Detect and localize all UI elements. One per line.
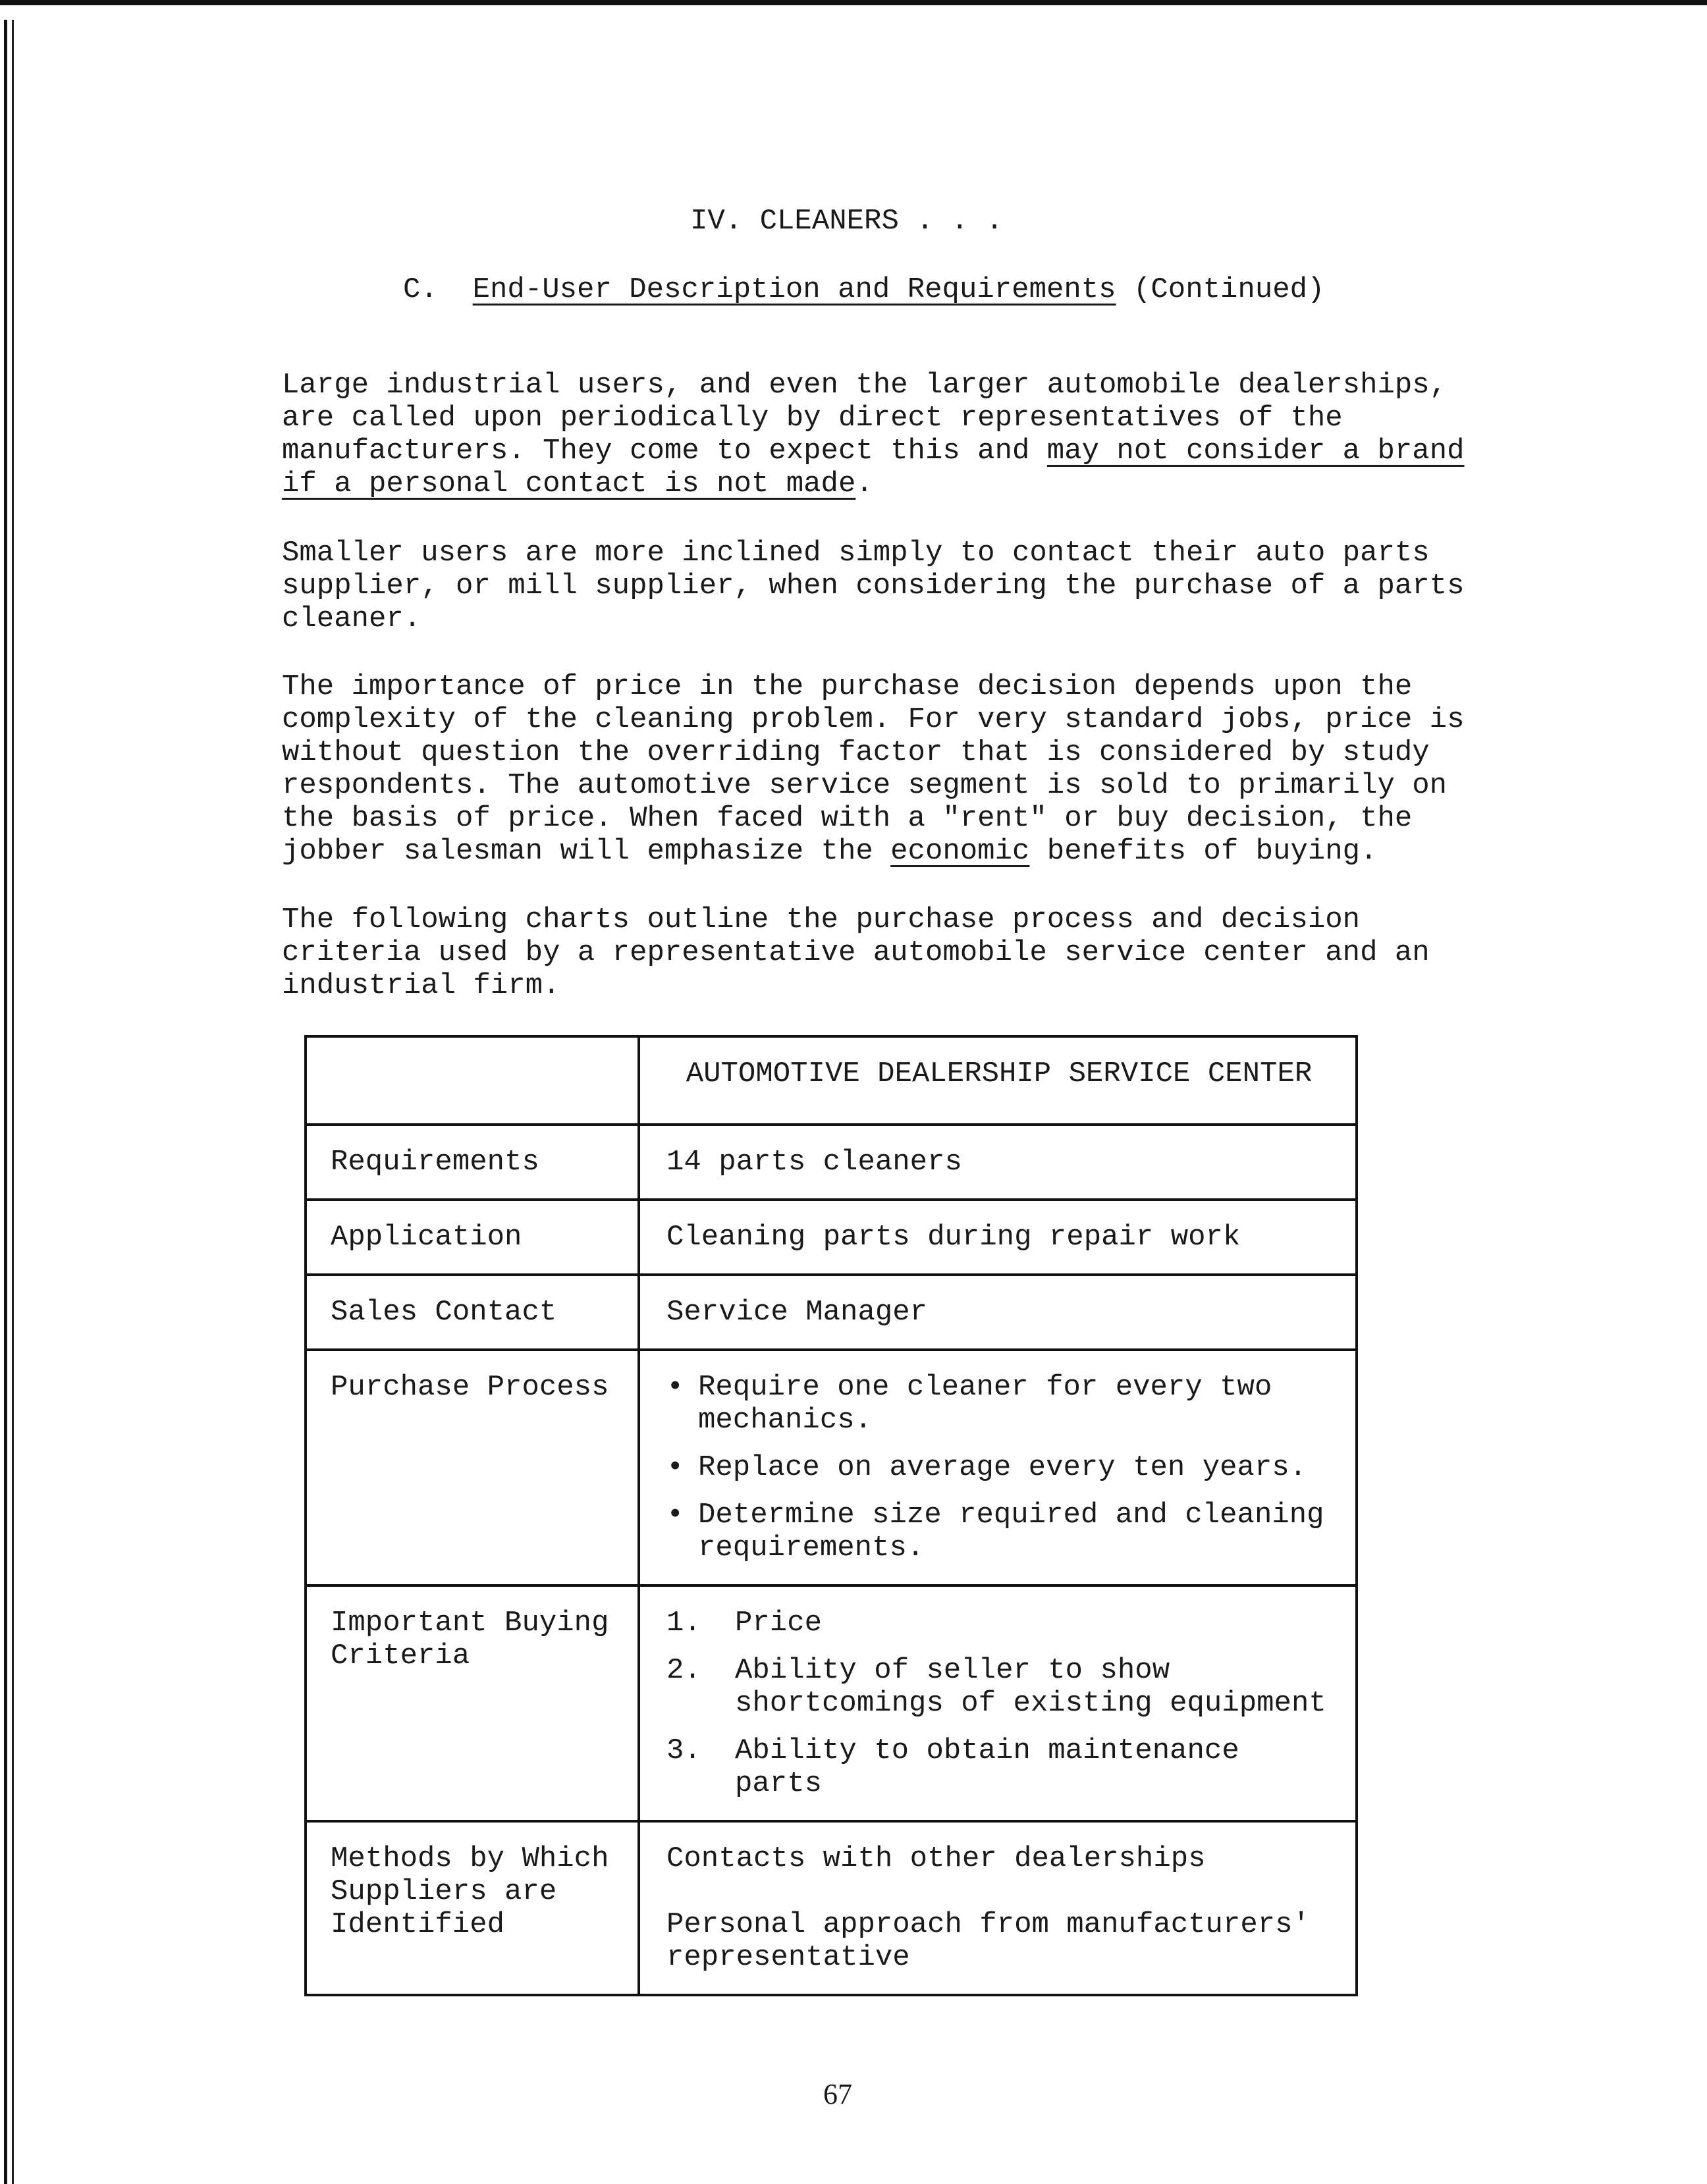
- subsection-title: End-User Description and Requirements: [472, 273, 1116, 306]
- row-value: Cleaning parts during repair work: [639, 1200, 1357, 1275]
- row-label: Requirements: [306, 1125, 639, 1200]
- list-item-text: Determine size required and cleaning requirements.: [698, 1499, 1324, 1564]
- paragraph-charts-intro: The following charts outline the purchase process and decision criteria used by a representative automobile service center and an industrial firm.: [282, 903, 1430, 1002]
- row-label-text: Methods by Which Suppliers are Identified: [331, 1842, 609, 1941]
- column-title: AUTOMOTIVE DEALERSHIP SERVICE CENTER: [686, 1057, 1313, 1090]
- list-item: Contacts with other dealerships: [666, 1842, 1206, 1875]
- section-heading: IV. CLEANERS . . .: [690, 205, 1004, 238]
- underlined-emphasis: may not consider a brand if a personal contact is not made: [282, 435, 1465, 500]
- underlined-emphasis: economic: [890, 835, 1030, 868]
- list-item: [666, 1607, 1332, 1639]
- left-margin-rule-inner: [12, 20, 14, 2184]
- row-value: Service Manager: [639, 1275, 1357, 1350]
- left-margin-rule: [4, 20, 7, 2184]
- table-column-header: [639, 1036, 1357, 1125]
- bullet-icon: •: [666, 1371, 684, 1404]
- table-row: [306, 1275, 1357, 1350]
- row-label: Sales Contact: [306, 1275, 639, 1350]
- row-label: [306, 1585, 639, 1821]
- list-item: Personal approach from manufacturers' representative: [666, 1908, 1310, 1974]
- list-item: [666, 1451, 1332, 1484]
- bullet-icon: •: [666, 1499, 684, 1531]
- list-item-text: Price: [735, 1607, 823, 1639]
- row-label: Purchase Process: [306, 1350, 639, 1585]
- subsection-suffix: (Continued): [1133, 273, 1325, 306]
- row-label: Application: [306, 1200, 639, 1275]
- paragraph-smaller-users: Smaller users are more inclined simply to contact their auto parts supplier, or mill supplier, when considering the purchase of a parts cleaner.: [282, 537, 1465, 635]
- table-corner-cell: [306, 1036, 639, 1125]
- subsection-prefix: C.: [403, 273, 438, 306]
- subsection-heading: [403, 273, 1324, 307]
- paragraph-text: benefits of buying.: [1029, 835, 1378, 868]
- list-item: [666, 1371, 1332, 1437]
- row-label-text: Important Buying Criteria: [331, 1607, 609, 1672]
- list-item-text: Ability of seller to show shortcomings of existing equipment: [735, 1654, 1326, 1720]
- top-border-rule: [0, 0, 1707, 5]
- paragraph-text: .: [855, 467, 873, 500]
- list-number: 3.: [666, 1734, 701, 1767]
- row-value: [639, 1350, 1357, 1585]
- paragraph-industrial-users: [282, 369, 1507, 500]
- list-item: [666, 1654, 1332, 1720]
- purchase-process-table: [304, 1035, 1358, 1996]
- row-label: [306, 1821, 639, 1995]
- table-row: [306, 1821, 1357, 1995]
- list-item-text: Ability to obtain maintenance parts: [735, 1734, 1239, 1800]
- list-number: 2.: [666, 1654, 701, 1687]
- paragraph-text: Large industrial users, and even the larger automobile dealerships, are called upon periodically by direct representatives of the manufacturers. They come to expect this and: [282, 369, 1448, 467]
- table-row: [306, 1125, 1357, 1200]
- paragraph-price-importance: [282, 670, 1507, 868]
- table-header-row: [306, 1036, 1357, 1125]
- table-row: [306, 1585, 1357, 1821]
- row-value: 14 parts cleaners: [639, 1125, 1357, 1200]
- list-item: [666, 1499, 1332, 1564]
- list-number: 1.: [666, 1607, 701, 1639]
- list-item-text: Replace on average every ten years.: [698, 1451, 1307, 1484]
- table-row: [306, 1200, 1357, 1275]
- table-row: [306, 1350, 1357, 1585]
- list-item-text: Require one cleaner for every two mechanics.: [698, 1371, 1272, 1437]
- bullet-icon: •: [666, 1451, 684, 1484]
- paragraph-text: The importance of price in the purchase decision depends upon the complexity of the cleaning problem. For very standard jobs, price is without question the overriding factor that is considered by study respondents. The automotive service segment is sold to primarily on the basis of price. When faced with a "rent" or buy decision, the jobber salesman will emphasize the: [282, 670, 1465, 868]
- page-number: 67: [823, 2078, 852, 2110]
- list-item: [666, 1734, 1332, 1800]
- row-value: [639, 1821, 1357, 1995]
- row-value: [639, 1585, 1357, 1821]
